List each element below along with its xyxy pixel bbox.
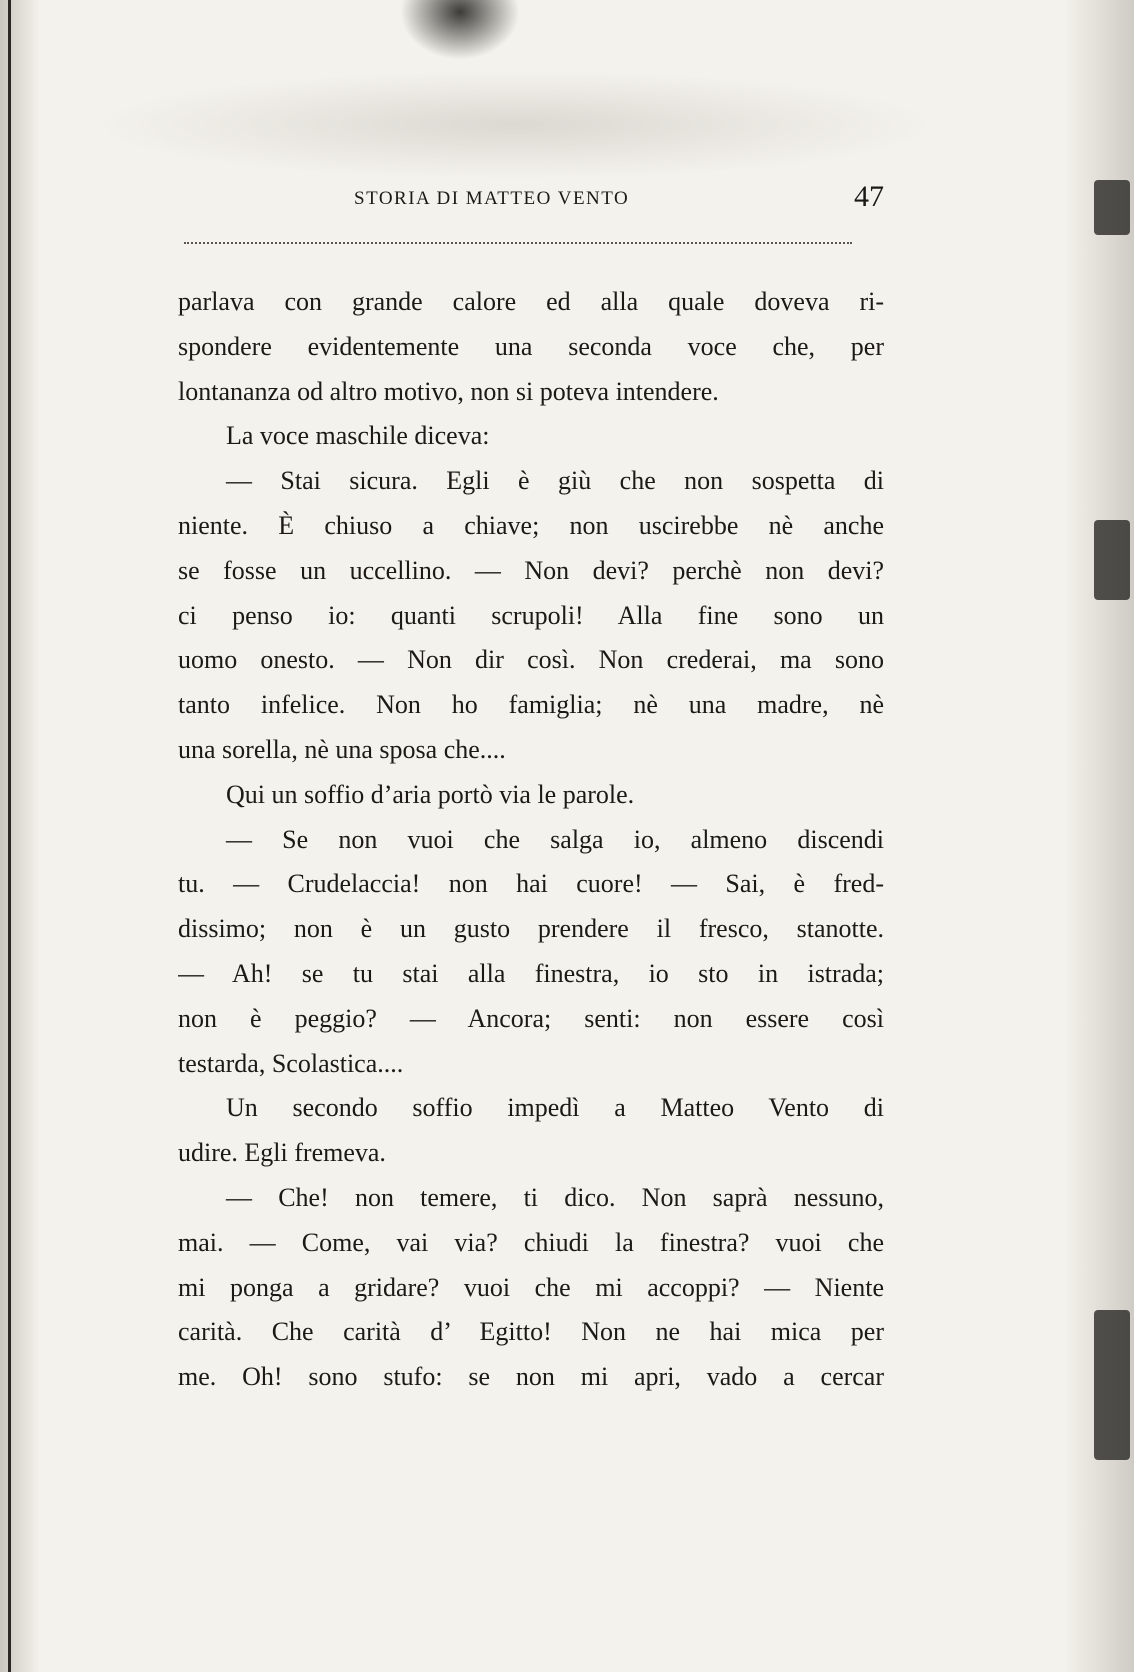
text-line: me. Oh! sono stufo: se non mi apri, vado a cercar xyxy=(178,1362,884,1392)
text-line: lontananza od altro motivo, non si poteva intendere. xyxy=(178,376,719,406)
running-head xyxy=(178,180,884,220)
text-line: — Ah! se tu stai alla finestra, io sto in istrada; xyxy=(178,958,884,988)
text-line: ci penso io: quanti scrupoli! Alla fine sono un xyxy=(178,600,884,630)
text-line: — Stai sicura. Egli è giù che non sospetta di xyxy=(226,466,884,496)
text-line: La voce maschile diceva: xyxy=(226,421,490,451)
text-line: uomo onesto. — Non dir così. Non crederai, ma sono xyxy=(178,645,884,675)
text-line: spondere evidentemente una seconda voce che, per xyxy=(178,331,884,361)
scan-edge-blot xyxy=(1094,180,1130,235)
page-number: 47 xyxy=(854,180,884,213)
text-line: se fosse un uccellino. — Non devi? perchè non devi? xyxy=(178,555,884,585)
scan-ink-smudge xyxy=(400,0,520,60)
scan-edge-blot xyxy=(1094,520,1130,600)
text-line: niente. È chiuso a chiave; non uscirebbe nè anche xyxy=(178,510,884,540)
text-line: tu. — Crudelaccia! non hai cuore! — Sai, è fred- xyxy=(178,869,884,899)
running-title: STORIA DI MATTEO VENTO xyxy=(354,188,630,209)
text-line: udire. Egli fremeva. xyxy=(178,1138,386,1168)
text-line: carità. Che carità d’ Egitto! Non ne hai mica per xyxy=(178,1317,884,1347)
text-line: parlava con grande calore ed alla quale doveva ri- xyxy=(178,287,884,316)
text-line: — Che! non temere, ti dico. Non saprà nessuno, xyxy=(226,1182,884,1212)
text-line: mai. — Come, vai via? chiudi la finestra? vuoi che xyxy=(178,1227,884,1257)
text-line: — Se non vuoi che salga io, almeno discendi xyxy=(226,824,884,854)
text-line: Qui un soffio d’aria portò via le parole. xyxy=(226,779,635,809)
scan-edge-blot xyxy=(1094,1310,1130,1460)
scan-left-shadow xyxy=(0,0,40,1672)
text-line: dissimo; non è un gusto prendere il fresco, stanotte. xyxy=(178,914,884,944)
header-dotted-rule xyxy=(184,242,852,244)
body-text xyxy=(178,280,884,1400)
text-line: mi ponga a gridare? vuoi che mi accoppi? — Niente xyxy=(178,1272,884,1302)
text-line: testarda, Scolastica.... xyxy=(178,1048,404,1078)
scan-binding-edge xyxy=(8,0,11,1672)
text-line: non è peggio? — Ancora; senti: non essere così xyxy=(178,1003,884,1033)
text-line: una sorella, nè una sposa che.... xyxy=(178,734,506,764)
scan-bleedthrough xyxy=(90,70,940,180)
text-line: Un secondo soffio impedì a Matteo Vento di xyxy=(226,1093,884,1123)
text-line: tanto infelice. Non ho famiglia; nè una madre, nè xyxy=(178,690,884,720)
